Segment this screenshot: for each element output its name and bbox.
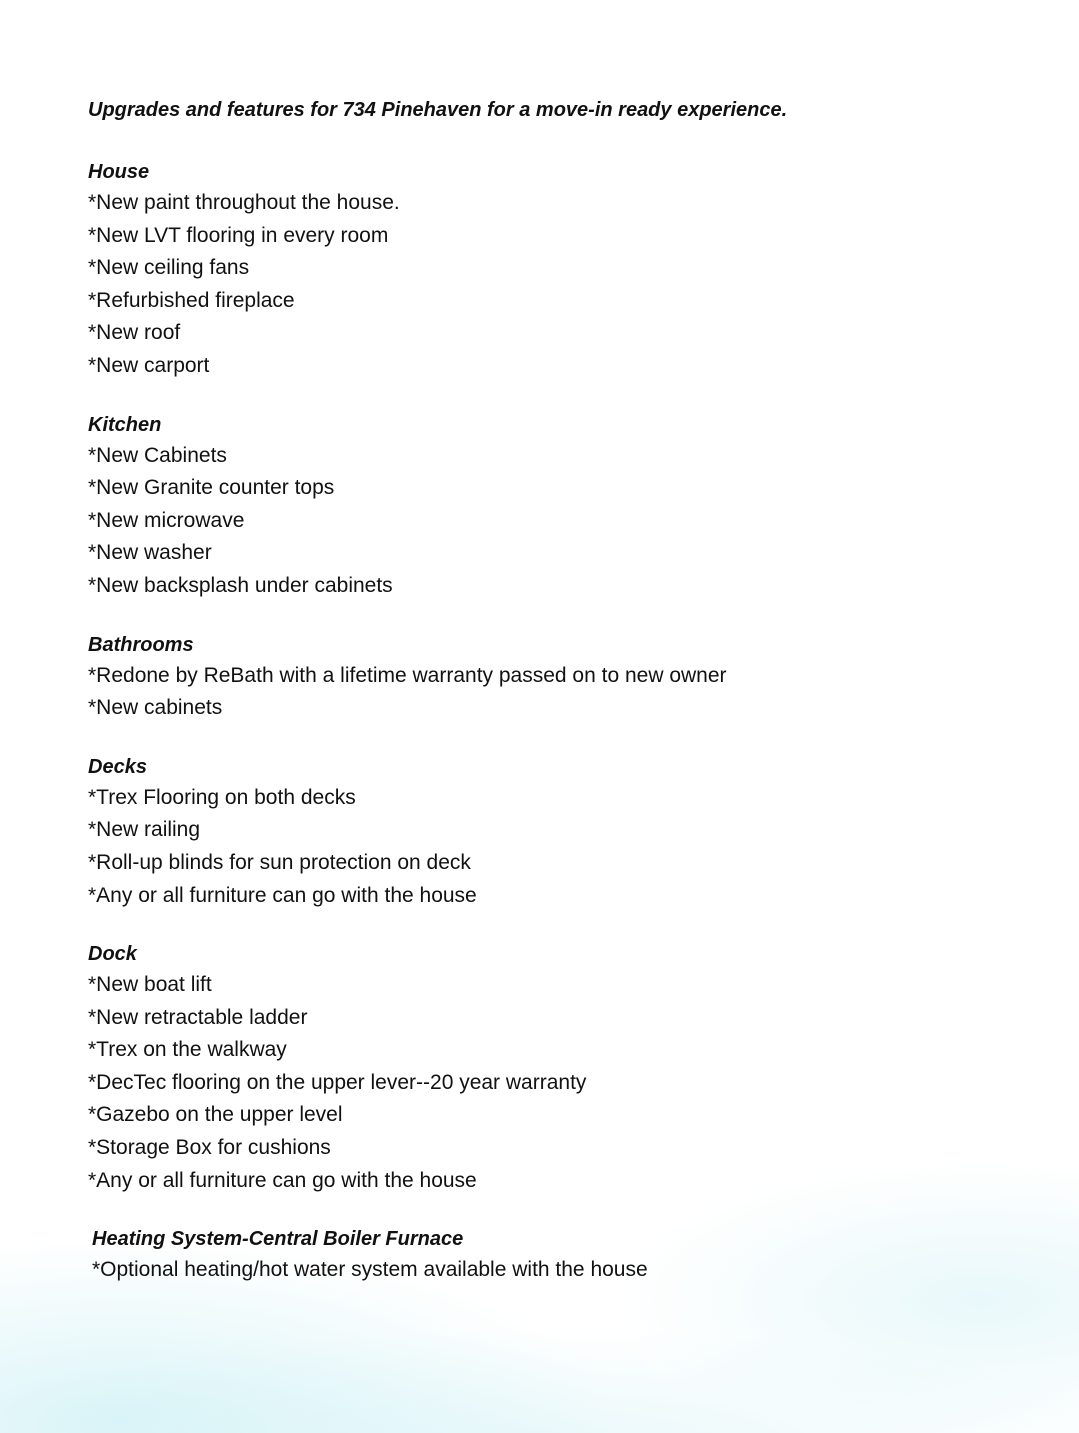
list-item: *Storage Box for cushions: [88, 1136, 331, 1160]
list-item: *New washer: [88, 541, 212, 565]
list-item: *New boat lift: [88, 973, 212, 997]
list-item: *New paint throughout the house.: [88, 191, 400, 214]
section-heading: Bathrooms: [88, 633, 194, 656]
list-item: *Gazebo on the upper level: [88, 1103, 343, 1127]
section-kitchen: [88, 410, 1048, 603]
section-heading: Kitchen: [88, 413, 162, 436]
section-decks: [88, 752, 1048, 912]
list-item: *Optional heating/hot water system available with the house: [92, 1258, 648, 1282]
list-item: *Any or all furniture can go with the house: [88, 883, 477, 907]
list-item: *Trex on the walkway: [88, 1038, 287, 1062]
section-house: [88, 157, 1048, 383]
list-item: *New roof: [88, 321, 181, 345]
list-item: *New railing: [88, 818, 201, 842]
section-dock: [88, 939, 1048, 1197]
list-item: *Redone by ReBath with a lifetime warranty passed on to new owner: [88, 663, 727, 687]
document-title: Upgrades and features for 734 Pinehaven for a move-in ready experience.: [88, 99, 788, 121]
section-heading: Decks: [88, 755, 147, 778]
list-item: *New retractable ladder: [88, 1005, 308, 1029]
section-heading: Heating System-Central Boiler Furnace: [92, 1228, 464, 1251]
section-heading: Dock: [88, 943, 137, 966]
list-item: *New backsplash under cabinets: [88, 573, 393, 597]
list-item: *New cabinets: [88, 696, 223, 720]
list-item: *New microwave: [88, 508, 245, 532]
document-body: [88, 96, 1048, 1314]
list-item: *New Granite counter tops: [88, 476, 335, 500]
section-heading: House: [88, 161, 150, 183]
list-item: *Refurbished fireplace: [88, 288, 295, 312]
section-bathrooms: [88, 630, 1048, 725]
list-item: *New ceiling fans: [88, 256, 250, 280]
list-item: *New LVT flooring in every room: [88, 223, 389, 247]
list-item: *New carport: [88, 353, 210, 377]
list-item: *Any or all furniture can go with the house: [88, 1168, 477, 1192]
section-heating-system: [92, 1224, 1048, 1287]
list-item: *DecTec flooring on the upper lever--20 year warranty: [88, 1070, 587, 1094]
list-item: *Trex Flooring on both decks: [88, 785, 356, 809]
list-item: *New Cabinets: [88, 443, 227, 467]
list-item: *Roll-up blinds for sun protection on deck: [88, 850, 471, 874]
